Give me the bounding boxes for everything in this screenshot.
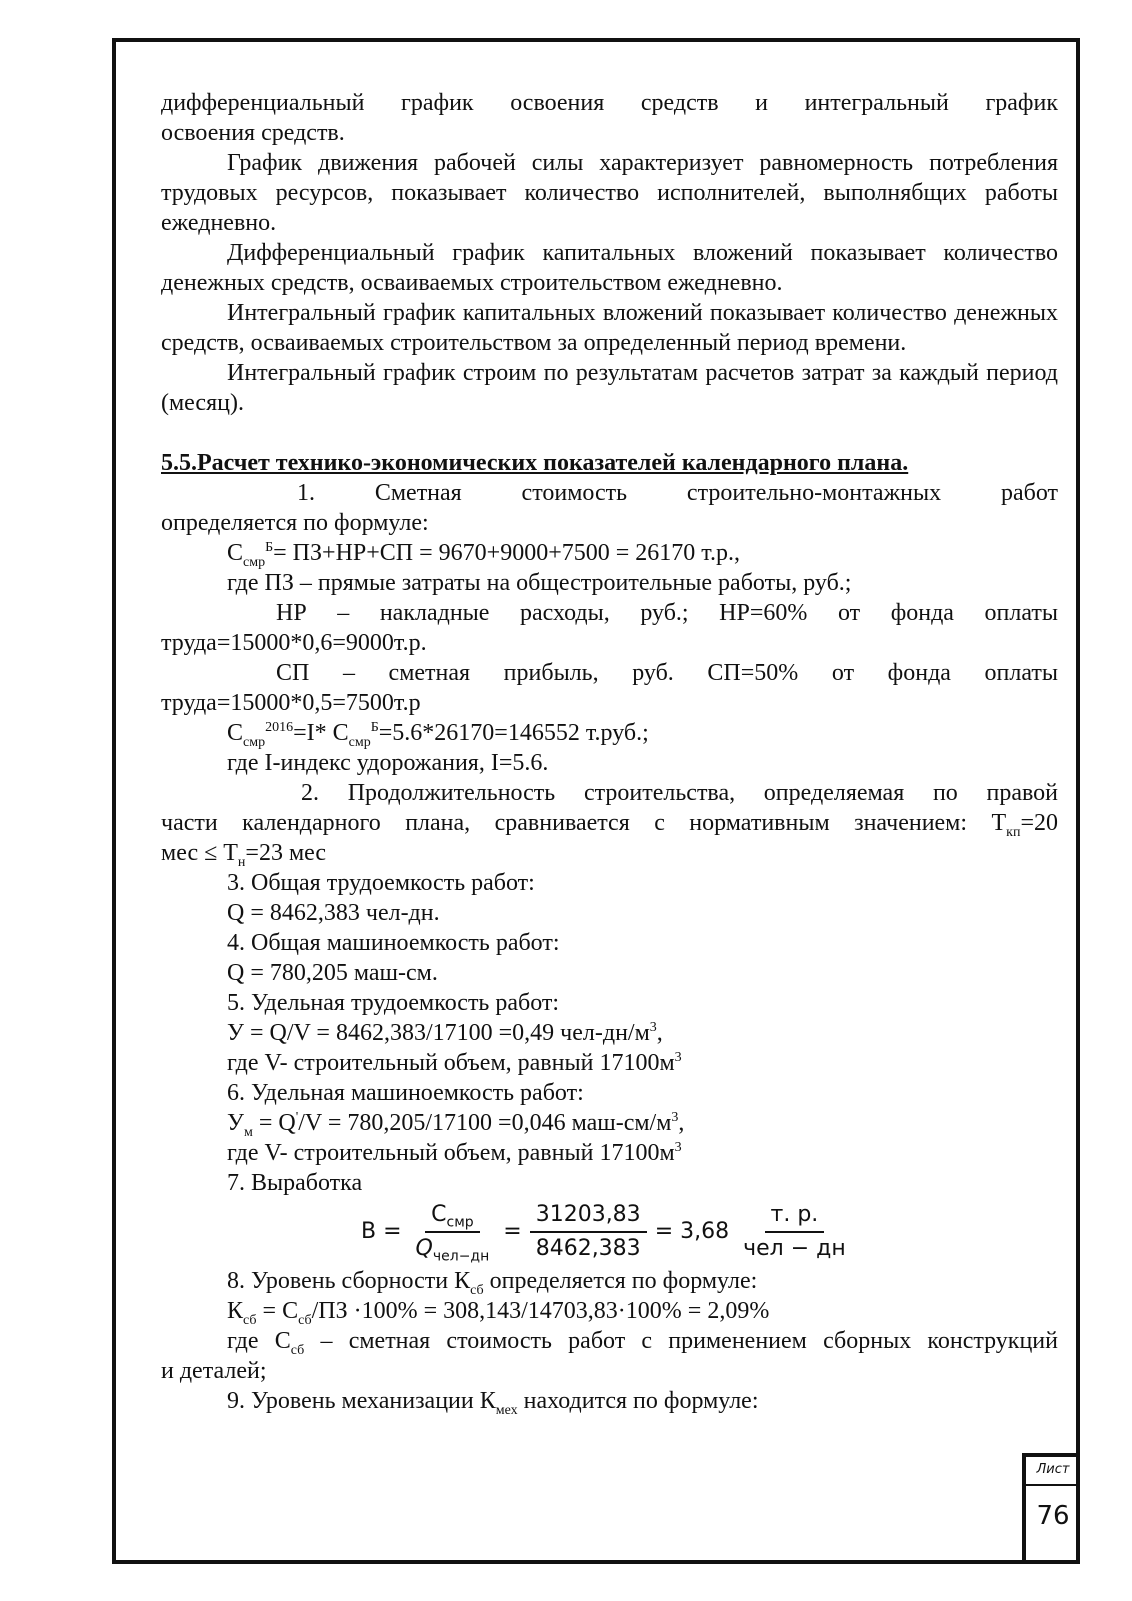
definition-line: где ПЗ – прямые затраты на общестроительные работы, руб.; <box>227 570 852 596</box>
formula-lhs: В = <box>361 1219 402 1244</box>
output-formula <box>161 1202 1058 1265</box>
definition-line: труда=15000*0,5=7500т.р <box>161 690 421 716</box>
list-item: 2. Продолжительность строительства, определяемая по правой <box>301 780 1058 806</box>
paragraph: Интегральный график капитальных вложений показывает количество денежных средств, осваиваемых строительством за определенный период времени. <box>161 300 1058 356</box>
formula-line: $С_{смр}^Б= ПЗ+НР+СП = 9670+9000+7500 = 26170$ т.р., <box>227 540 740 570</box>
definition-line: труда=15000*0,6=9000т.р. <box>161 630 427 656</box>
document-body <box>161 88 1058 1416</box>
fraction-denominator: 8462,383 <box>535 1236 641 1261</box>
list-item-continuation: определяется по формуле: <box>161 510 429 536</box>
paragraph-line: дифференциальный график освоения средств и интегральный график <box>161 90 1058 116</box>
fraction-denominator: чел − дн <box>743 1236 846 1261</box>
paragraph-line: освоения средств. <box>161 120 345 146</box>
sheet-number: 76 <box>1036 1501 1070 1531</box>
definition-line: и деталей; <box>161 1358 267 1384</box>
list-item-continuation: мес ≤ $Т_н=23$ мес <box>161 840 327 870</box>
definition-line: где V- строительный объем, равный $17100м^3$ <box>227 1050 682 1076</box>
spacer <box>161 418 1058 448</box>
formula-line: $С_{смр}^{2016}=I*$ $С_{смр}^Б=5.6*26170=146552$ т.руб.; <box>227 720 649 750</box>
formula-line: Q = 780,205 маш-см. <box>227 960 438 986</box>
fraction-numerator: т. р. <box>765 1201 825 1233</box>
list-item: 3. Общая трудоемкость работ: <box>227 870 535 896</box>
sheet-label: Лист <box>1026 1457 1080 1486</box>
section-heading: 5.5.Расчет технико-экономических показателей календарного плана. <box>161 450 909 476</box>
definition-line: НР – накладные расходы, руб.; НР=60% от фонда оплаты <box>276 600 1058 626</box>
definition-line: где V- строительный объем, равный $17100м^3$ <box>227 1140 682 1166</box>
definition-line: где I-индекс удорожания, I=5.6. <box>227 750 549 776</box>
definition-line: СП – сметная прибыль, руб. СП=50% от фонда оплаты <box>276 660 1058 686</box>
fraction-cost-over-labor <box>410 1201 496 1263</box>
paragraph: Дифференциальный график капитальных вложений показывает количество денежных средств, осваиваемых строительством ежедневно. <box>161 240 1058 296</box>
list-item: 8. Уровень сборности $К_{сб}$ определяется по формуле: <box>227 1268 758 1298</box>
list-item: 9. Уровень механизации $К_{мех}$ находится по формуле: <box>227 1388 759 1418</box>
list-item: 5. Удельная трудоемкость работ: <box>227 990 560 1016</box>
fraction-units <box>737 1201 852 1263</box>
fraction-denominator: $Q_{чел-дн}$ <box>415 1236 490 1265</box>
formula-result: = 3,68 <box>654 1219 730 1244</box>
list-item: 4. Общая машиноемкость работ: <box>227 930 560 956</box>
equals-sign: = <box>503 1219 522 1244</box>
formula-line: $У_м = Q'/V = 780,205/17100 =0,046$ маш-$см/м^3$, <box>227 1110 685 1140</box>
fraction-numerator: 31203,83 <box>530 1201 647 1233</box>
formula-line: У = Q/V = 8462,383/17100 =0,49 чел-$дн/м^3$, <box>227 1020 663 1046</box>
definition-line: где $С_{сб}$ – сметная стоимость работ с применением сборных конструкций <box>227 1328 1058 1358</box>
list-item: 6. Удельная машиноемкость работ: <box>227 1080 584 1106</box>
fraction-values <box>530 1201 647 1263</box>
paragraph: График движения рабочей силы характеризует равномерность потребления трудовых ресурсов, показывает количество исполнителей, выполнябщих работы ежедневно. <box>161 150 1058 236</box>
list-item: 1. Сметная стоимость строительно-монтажных работ <box>297 480 1058 506</box>
formula-line: Q = 8462,383 чел-дн. <box>227 900 440 926</box>
paragraph: Интегральный график строим по результатам расчетов затрат за каждый период (месяц). <box>161 360 1058 416</box>
formula-line: $К_{сб} = С_{сб}/ПЗ \cdot 100\% = 308,143/14703,83\cdot 100\% = 2,09\%$ <box>227 1298 770 1328</box>
title-block-sheet <box>1022 1453 1080 1564</box>
formula-expression <box>361 1202 860 1265</box>
list-item-continuation: части календарного плана, сравнивается с нормативным значением: $Т_{кп}=20$ <box>161 810 1058 840</box>
fraction-numerator: $С_{смр}$ <box>425 1201 480 1233</box>
list-item: 7. Выработка <box>227 1170 363 1196</box>
